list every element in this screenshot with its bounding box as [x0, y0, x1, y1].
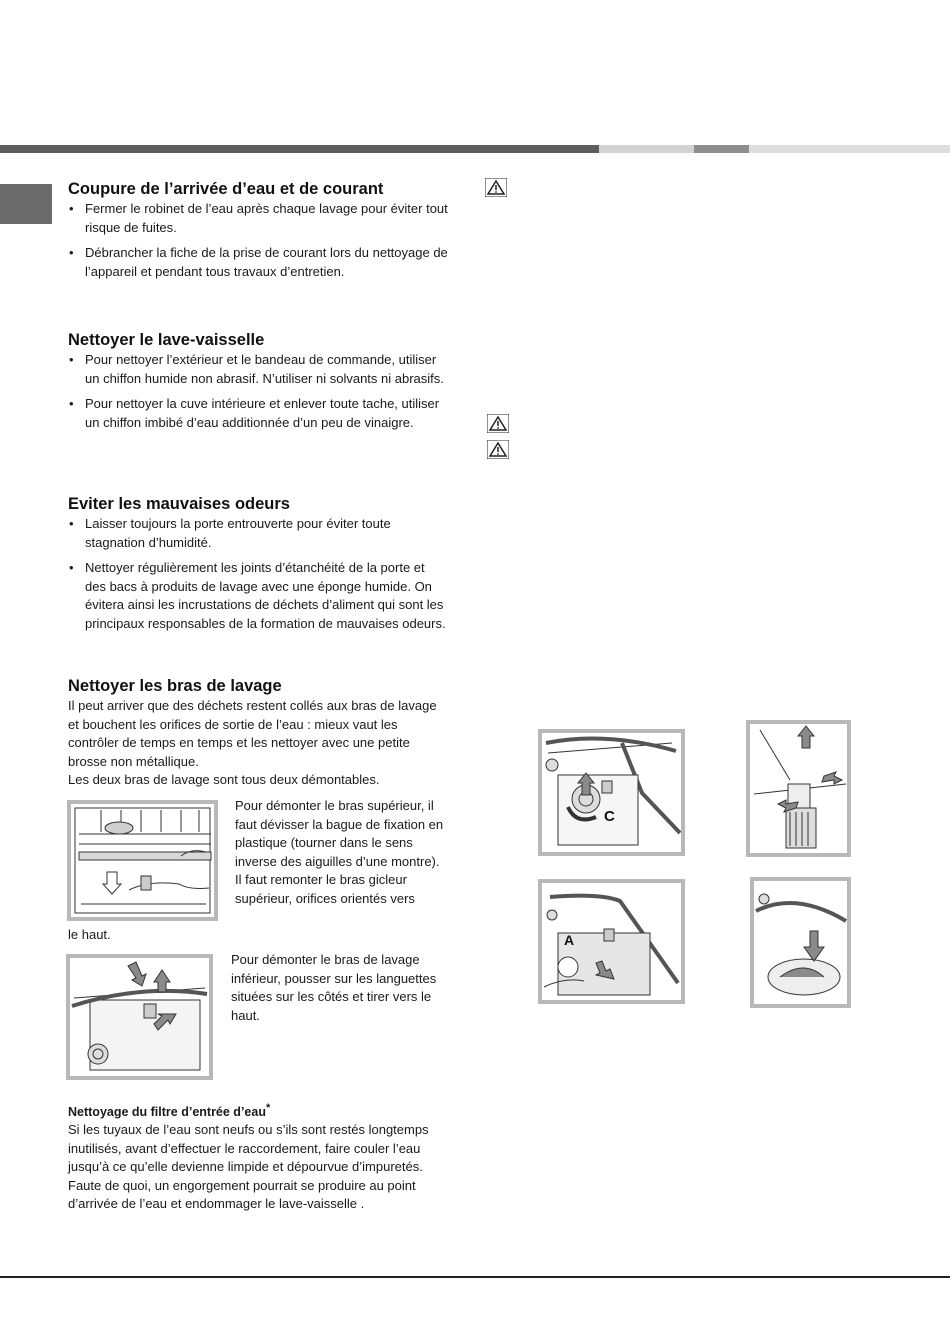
section-title: Eviter les mauvaises odeurs	[68, 495, 290, 513]
filter-insert-illustration	[754, 881, 847, 1004]
filter-title	[68, 1099, 448, 1121]
section-title: Nettoyer les bras de lavage	[68, 677, 282, 695]
filter-figure-a	[538, 879, 685, 1004]
section-filter	[68, 1099, 448, 1214]
upper-arm-instructions	[235, 797, 450, 908]
lower-arm-text: Pour démonter le bras de lavage inférieur, pousser sur les languettes situées sur les côtés et tirer vers le haut.	[231, 952, 437, 1023]
label-c: C	[604, 808, 615, 825]
header-bar-mid	[694, 145, 749, 153]
filter-figure-top-right	[746, 720, 851, 857]
arms-intro-2: Les deux bras de lavage sont tous deux démontables.	[68, 772, 380, 787]
list-item: • Pour nettoyer l’extérieur et le bandeau de commande, utiliser un chiffon humide non abrasif. N’utiliser ni solvants ni abrasifs.	[68, 351, 448, 388]
list-item: • Fermer le robinet de l’eau après chaque lavage pour éviter tout risque de fuites.	[68, 200, 448, 237]
section-title: Coupure de l’arrivée d’eau et de courant	[68, 180, 384, 198]
upper-arm-text-2: Il faut remonter le bras gicleur supérieur, orifices orientés vers	[235, 872, 415, 906]
lower-arm-figure	[66, 954, 213, 1080]
section-cleaning	[68, 331, 448, 439]
filter-figure-bottom-right	[750, 877, 851, 1008]
warning-triangle-icon	[485, 178, 507, 197]
warning-triangle-icon	[487, 414, 509, 433]
label-a: A	[564, 932, 575, 948]
header-bar-light	[599, 145, 694, 153]
upper-arm-text-3: le haut.	[68, 927, 111, 942]
warning-triangle-icon	[487, 440, 509, 459]
section-title: Nettoyer le lave-vaisselle	[68, 331, 265, 349]
upper-arm-figure	[67, 800, 218, 921]
filter-a-illustration	[542, 883, 681, 1000]
lower-arm-instructions	[231, 951, 446, 1025]
filter-removal-illustration	[750, 724, 847, 853]
lower-arm-illustration	[70, 958, 209, 1076]
header-bar-dark	[0, 145, 599, 153]
footer-rule	[0, 1276, 950, 1278]
section-water-power	[68, 180, 448, 288]
footnote-star: *	[265, 1102, 271, 1114]
header-bar-light-right	[749, 145, 950, 153]
language-tab	[0, 184, 52, 224]
list-item: • Nettoyer régulièrement les joints d’étanchéité de la porte et des bacs à produits de lavage avec une éponge humide. On évitera ainsi les incrustations de déchets d’aliment qui sont les principaux responsables de la formation de mauvaises odeurs.	[68, 559, 448, 633]
list-item: • Pour nettoyer la cuve intérieure et enlever toute tache, utiliser un chiffon imbibé d’eau additionnée d’un peu de vinaigre.	[68, 395, 448, 432]
arms-intro: Il peut arriver que des déchets restent collés aux bras de lavage et bouchent les orifices de sortie de l’eau : mieux vaut les contrôler de temps en temps et les nettoyer avec une petite brosse non métallique.	[68, 698, 437, 769]
upper-arm-text: Pour démonter le bras supérieur, il faut dévisser la bague de fixation en plastique (tourner dans le sens inverse des aiguilles d’une montre).	[235, 798, 444, 869]
filter-c-illustration	[542, 733, 681, 852]
list-item: • Débrancher la fiche de la prise de courant lors du nettoyage de l’appareil et pendant tous travaux d’entretien.	[68, 244, 448, 281]
filter-text: Si les tuyaux de l’eau sont neufs ou s’ils sont restés longtemps inutilisés, avant d’effectuer le raccordement, faire couler l’eau jusqu’à ce qu’elle devienne limpide et dépourvue d’impuretés. Faute de quoi, un engorgement pourrait se produire au point d’arrivée de l’eau et endommager le lave-vaisselle .	[68, 1122, 429, 1212]
filter-title-text: Nettoyage du filtre d’entrée d’eau	[68, 1105, 266, 1120]
list-item: • Laisser toujours la porte entrouverte pour éviter toute stagnation d’humidité.	[68, 515, 448, 552]
upper-arm-illustration	[71, 804, 214, 917]
section-odours	[68, 495, 448, 640]
section-arms	[68, 677, 448, 790]
filter-figure-c	[538, 729, 685, 856]
